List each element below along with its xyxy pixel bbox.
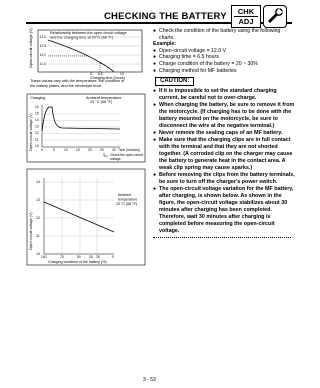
- example-item: ● Open-circuit voltage = 12.0 V: [153, 48, 295, 55]
- badge-bottom-label: ADJ: [238, 17, 254, 26]
- fig3-y-label: Open-circuit voltage (V): [29, 212, 33, 250]
- figure1-caption: [30, 79, 148, 88]
- fig2-note-line2: voltage.: [110, 157, 122, 161]
- fig2-ytick: 16: [35, 105, 39, 109]
- fig2-title: Charging: [30, 96, 46, 100]
- fig2-ytick: 14: [35, 118, 39, 122]
- fig3-xtick: 50: [77, 255, 81, 259]
- fig3-y-ticks: [36, 180, 40, 256]
- example-item: ● Charge condition of the battery = 20 ~ 30%: [153, 61, 295, 68]
- intro-text: ● Check the condition of the battery using the following charts.: [153, 28, 295, 41]
- example-label: Example:: [153, 41, 177, 48]
- fig2-x-label: Time (minutes): [118, 148, 140, 152]
- caution-end-rule: [153, 237, 291, 240]
- figure-charging-voltage-over-time: [26, 93, 146, 163]
- fig3-xtick: 30: [89, 255, 93, 259]
- fig3-ambient-line2: temperature: [118, 197, 138, 202]
- badge-top-label: CHK: [237, 7, 255, 16]
- fig1-xtick: 5: [90, 72, 92, 76]
- fig2-x-ticks: [41, 148, 116, 152]
- fig2-y-label: Open-circuit voltage (V): [29, 113, 33, 151]
- fig1-ytick: 11.5: [39, 62, 46, 66]
- fig2-ambient-line2: 20 °C (68 °F): [90, 100, 113, 104]
- fig3-ytick: 12: [36, 216, 40, 220]
- charging-method: ● Charging method for MF batteries: [153, 68, 295, 75]
- fig2-ytick: 15: [35, 111, 39, 116]
- fig2-ytick: 11: [35, 137, 39, 142]
- fig3-xtick: 100: [41, 255, 47, 259]
- fig1-caption-line1: These values vary with the temperature, the condition of: [30, 79, 125, 83]
- battery-instructions: [153, 28, 295, 240]
- fig1-ytick: 12.0: [39, 53, 46, 57]
- fig1-title-line2: and the charging time at 20°C (68 °F): [50, 35, 113, 40]
- page-title: CHECKING THE BATTERY: [104, 11, 227, 22]
- fig3-ytick: 10: [36, 252, 40, 256]
- caution-item: ● The open-circuit voltage variation for the MF battery, after charging, is shown below. As shown in the figure, the open-circuit voltage stabilizes about 30 minutes after charging has been completed. Therefore, wait 30 minutes after charging is completed before measuring the open-circuit voltage.: [153, 186, 295, 235]
- fig2-note-line1: Check the open-circuit: [110, 153, 143, 157]
- caution-item: ● If it is impossible to set the standard charging current, be careful not to over-charge.: [153, 88, 295, 102]
- caution-label: CAUTION:: [155, 77, 194, 86]
- fig2-xtick: 10: [64, 148, 68, 152]
- fig2-ambient-line1: Ambient temperature: [86, 96, 122, 100]
- fig2-ytick: 13: [35, 124, 39, 129]
- fig3-xtick: 75: [60, 255, 64, 259]
- fig2-xtick: 30: [112, 148, 116, 152]
- fig1-x-label: Charging time (hours): [90, 76, 125, 80]
- fig3-x-ticks: [41, 255, 114, 259]
- fig2-y-ticks: [35, 105, 39, 148]
- caution-item: ● When charging the battery, be sure to remove it from the motorcycle. (If charging has to be done with the battery mounted on the motorcycle, be sure to disconnect the wire at the negative terminal.): [153, 102, 295, 130]
- chk-adj-badge: [231, 5, 261, 28]
- caution-item: ● Never remove the sealing caps of an MF battery.: [153, 130, 295, 137]
- caution-item: ● Make sure that the charging clips are in full contact with the terminal and that they are not shorted together. (A corroded clip on the charger may cause the battery to generate heat in the contact area. A weak clip spring may cause sparks.): [153, 137, 295, 172]
- fig1-xtick: 6.5: [98, 72, 103, 76]
- fig3-ytick: 13: [36, 198, 40, 202]
- figure-voltage-vs-charging-time: [26, 28, 146, 86]
- fig2-xtick: 25: [100, 148, 104, 152]
- fig1-title-line1: Relationship between the open-circuit voltage: [50, 31, 127, 35]
- fig2-xtick: 15: [76, 148, 80, 152]
- fig2-curve: [42, 107, 120, 131]
- example-item: ● Charging time = 6.5 hours: [153, 54, 295, 61]
- fig3-ambient-line3: 20 °C (68 °F): [116, 202, 138, 206]
- fig1-y-label: Open-circuit voltage (V): [29, 28, 33, 68]
- fig2-xtick: 0: [41, 148, 43, 152]
- fig1-y-ticks: [40, 35, 47, 66]
- fig1-caption-line2: the battery plates, and the electrolyte level.: [30, 83, 103, 88]
- page-number: 3 - 53: [143, 377, 156, 383]
- fig2-ytick: 10: [35, 144, 39, 148]
- fig1-ytick: 13.0: [39, 35, 46, 39]
- fig2-ytick: 12: [35, 131, 39, 135]
- fig3-line: [44, 202, 114, 232]
- fig1-xtick: 10: [120, 72, 124, 76]
- fig2-xtick: 5: [53, 148, 55, 152]
- fig3-xtick: 0: [112, 255, 114, 259]
- fig3-ytick: 11: [36, 234, 40, 238]
- fig1-ytick: 12.5: [39, 44, 46, 48]
- fig2-xtick: 20: [88, 148, 92, 152]
- fig3-ytick: 14: [36, 180, 40, 184]
- fig3-x-label: Charging condition of the battery (%): [48, 260, 107, 264]
- battery-tool-icon: [263, 5, 287, 28]
- fig3-xtick: 25: [96, 255, 100, 259]
- figure-voltage-vs-charge-condition: [26, 168, 146, 266]
- caution-item: ● Before removing the clips from the battery terminals, be sure to turn off the charger's power switch.: [153, 172, 295, 186]
- fig3-ambient-line1: Ambient: [118, 193, 132, 197]
